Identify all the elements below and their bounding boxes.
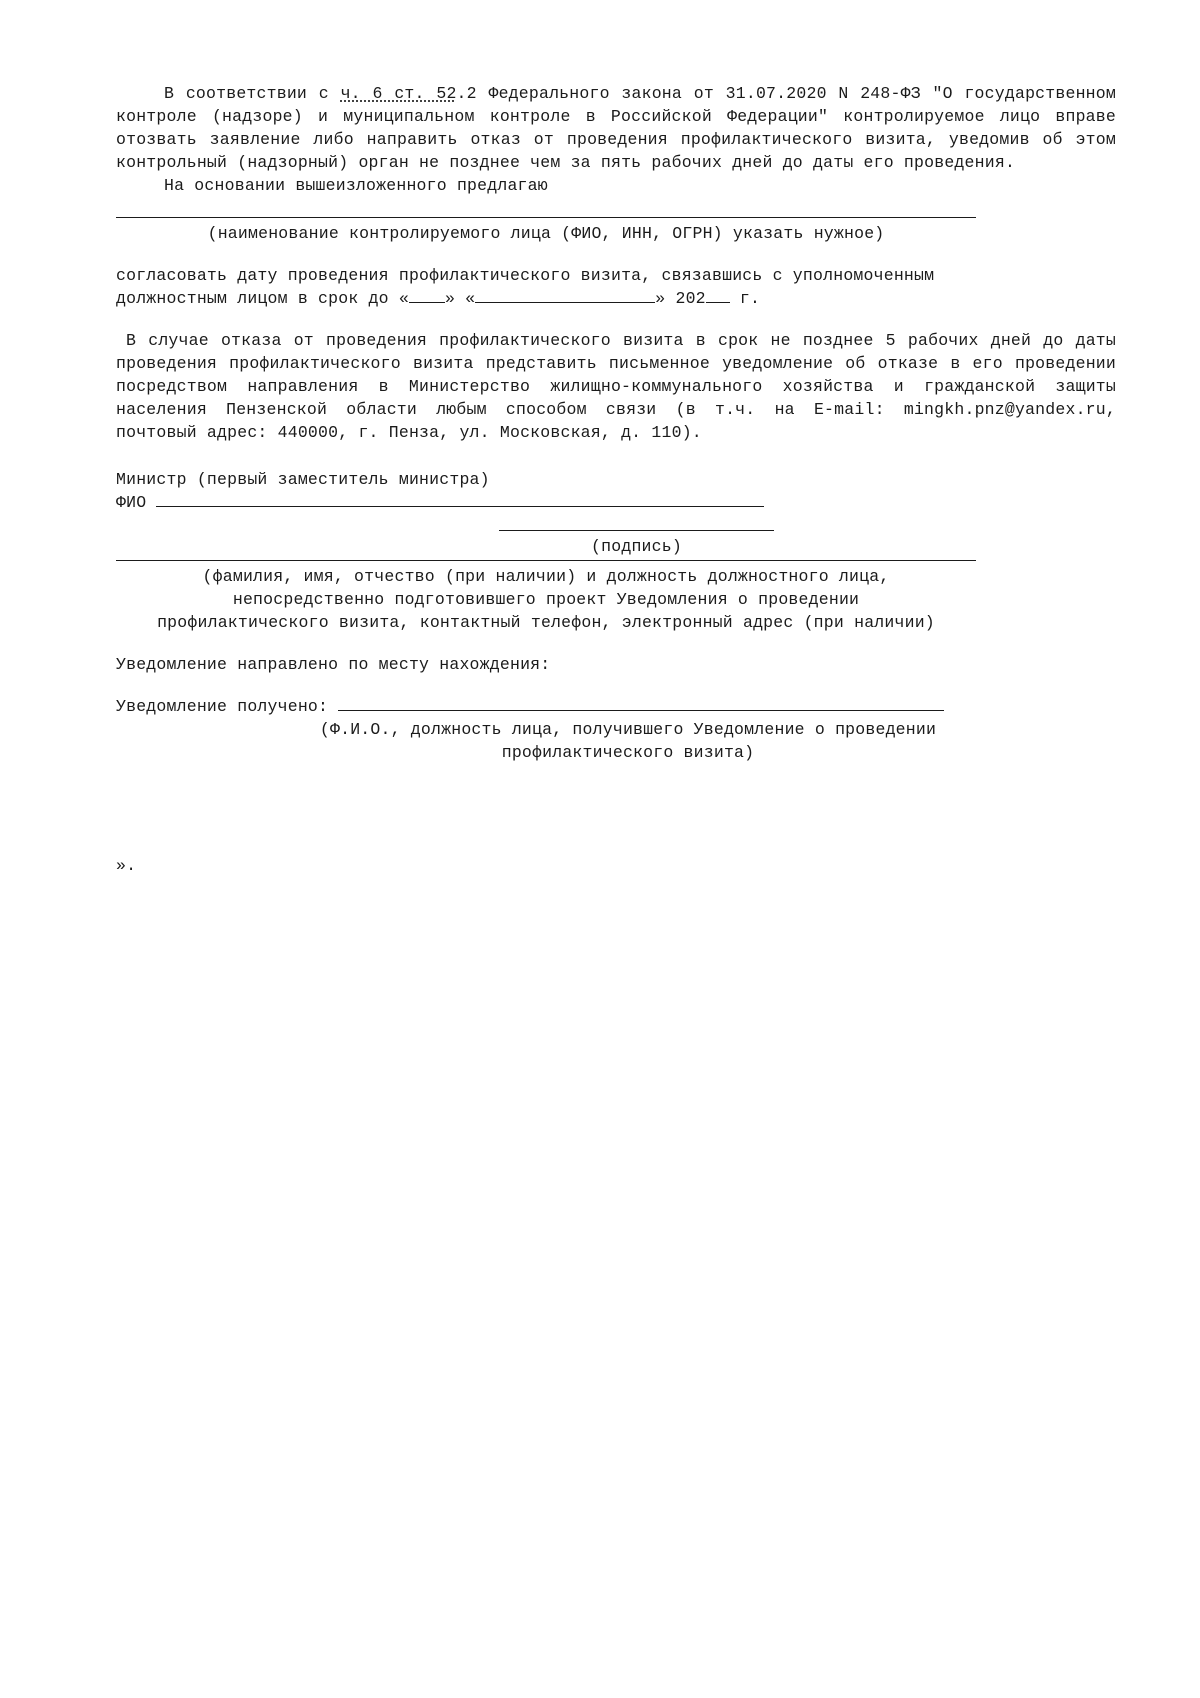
received-caption: (Ф.И.О., должность лица, получившего Уведомление о проведении профилактического визита) — [319, 720, 937, 762]
received-line: Уведомление получено: — [116, 695, 1116, 718]
fio-line: ФИО — [116, 491, 1116, 514]
refusal-paragraph: В случае отказа от проведения профилактического визита в срок не позднее 5 рабочих дней до даты проведения профилактического визита представить письменное уведомление об отказе в его проведении посредством направления в Министерство жилищно-коммунального хозяйства и гражданской защиты населения Пензенской области любым способом связи (в т.ч. на E-mail: mingkh.pnz@yandex.ru, почтовый адрес: 440000, г. Пенза, ул. Московская, д. 110). — [116, 331, 1116, 442]
received-field[interactable] — [338, 696, 944, 711]
intro-text: .2 Федерального закона от 31.07.2020 N 248-ФЗ "О государственном контроле (надзоре) и муниципальном контроле в Российской Федерации" контролируемое лицо вправе отозвать заявление либо направить отказ от проведения профилактического визита, уведомив об этом контрольный (надзорный) орган не позднее чем за пять рабочих дней до даты его проведения. — [116, 84, 1116, 172]
document-body — [116, 82, 1116, 877]
intro-prefix: В соответствии с — [164, 84, 341, 103]
signature-caption: (подпись) — [591, 537, 682, 556]
closing-quote: ». — [116, 856, 137, 875]
month-field[interactable] — [475, 288, 655, 303]
official-caption: (фамилия, имя, отчество (при наличии) и должность должностного лица, непосредственно подготовившего проект Уведомления о проведении профилактического визита, контактный телефон, электронный адрес (при наличии) — [157, 567, 935, 632]
fio-field[interactable] — [156, 492, 764, 507]
agree-line-2: должностным лицом в срок до « » « » 202 г. — [116, 289, 761, 308]
propose-line: На основании вышеизложенного предлагаю — [164, 176, 548, 195]
party-caption: (наименование контролируемого лица (ФИО, ИНН, ОГРН) указать нужное) — [207, 224, 885, 243]
agree-line-1: согласовать дату проведения профилактического визита, связавшись с уполномоченным — [116, 266, 935, 285]
official-field[interactable] — [116, 560, 976, 561]
year-field[interactable] — [706, 288, 730, 303]
day-field[interactable] — [409, 288, 445, 303]
party-name-field[interactable] — [116, 203, 976, 218]
intro-paragraph — [116, 82, 1116, 174]
law-article-link[interactable]: ч. 6 ст. 52 — [340, 84, 457, 103]
minister-label: Министр (первый заместитель министра) — [116, 470, 490, 489]
signature-field[interactable] — [499, 518, 774, 531]
sent-line: Уведомление направлено по месту нахождения: — [116, 655, 551, 674]
